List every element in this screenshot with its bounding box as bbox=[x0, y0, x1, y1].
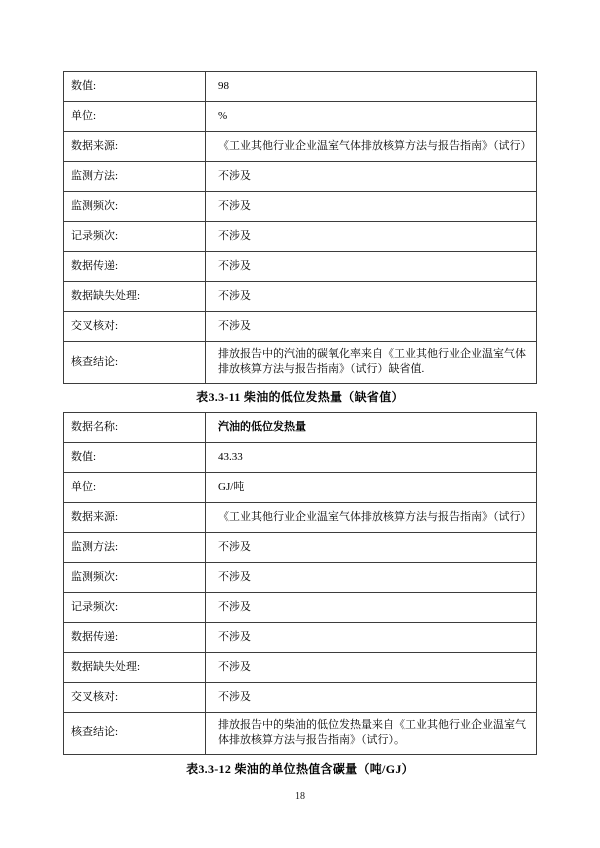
row-value: 不涉及 bbox=[206, 192, 537, 222]
parameter-table-1-body bbox=[64, 72, 537, 384]
row-label: 监测频次: bbox=[64, 562, 206, 592]
table-row bbox=[64, 502, 537, 532]
row-value: 不涉及 bbox=[206, 222, 537, 252]
table-row bbox=[64, 652, 537, 682]
row-label: 数值: bbox=[64, 72, 206, 102]
row-value: 不涉及 bbox=[206, 622, 537, 652]
row-value: 98 bbox=[206, 72, 537, 102]
table-row bbox=[64, 132, 537, 162]
row-value: 不涉及 bbox=[206, 682, 537, 712]
parameter-table-lower-heating-value bbox=[63, 412, 537, 755]
row-value: 排放报告中的柴油的低位发热量来自《工业其他行业企业温室气体排放核算方法与报告指南》（试行）。 bbox=[206, 712, 537, 754]
row-label: 数据传递: bbox=[64, 622, 206, 652]
row-label: 数据来源: bbox=[64, 502, 206, 532]
row-label: 数据名称: bbox=[64, 412, 206, 442]
row-label: 核查结论: bbox=[64, 712, 206, 754]
row-value: 不涉及 bbox=[206, 282, 537, 312]
table-row bbox=[64, 472, 537, 502]
table-row bbox=[64, 312, 537, 342]
row-label: 单位: bbox=[64, 102, 206, 132]
table-row bbox=[64, 592, 537, 622]
table-row bbox=[64, 532, 537, 562]
table-row bbox=[64, 342, 537, 384]
table-row bbox=[64, 72, 537, 102]
table-caption-3-3-11: 表3.3-11 柴油的低位发热量（缺省值） bbox=[196, 389, 404, 404]
row-label: 记录频次: bbox=[64, 222, 206, 252]
table-row bbox=[64, 622, 537, 652]
row-label: 交叉核对: bbox=[64, 312, 206, 342]
row-label: 数据传递: bbox=[64, 252, 206, 282]
row-value: 43.33 bbox=[206, 442, 537, 472]
table-row bbox=[64, 682, 537, 712]
table-caption-3-3-12: 表3.3-12 柴油的单位热值含碳量（吨/GJ） bbox=[186, 761, 414, 776]
table-row bbox=[64, 282, 537, 312]
row-value: 《工业其他行业企业温室气体排放核算方法与报告指南》（试行） bbox=[206, 132, 537, 162]
page-number: 18 bbox=[295, 790, 305, 802]
row-label: 数据缺失处理: bbox=[64, 282, 206, 312]
table-row bbox=[64, 162, 537, 192]
row-label: 监测方法: bbox=[64, 162, 206, 192]
parameter-table-carbon-oxidation-rate bbox=[63, 71, 537, 384]
row-value: 不涉及 bbox=[206, 312, 537, 342]
row-value: 不涉及 bbox=[206, 532, 537, 562]
row-value: 不涉及 bbox=[206, 652, 537, 682]
row-label: 数据来源: bbox=[64, 132, 206, 162]
table-row bbox=[64, 222, 537, 252]
row-label: 数值: bbox=[64, 442, 206, 472]
row-value: 《工业其他行业企业温室气体排放核算方法与报告指南》（试行） bbox=[206, 502, 537, 532]
table-row bbox=[64, 412, 537, 442]
row-value: 不涉及 bbox=[206, 252, 537, 282]
table-row bbox=[64, 562, 537, 592]
row-label: 监测频次: bbox=[64, 192, 206, 222]
row-value: 汽油的低位发热量 bbox=[206, 412, 537, 442]
row-label: 数据缺失处理: bbox=[64, 652, 206, 682]
table-row bbox=[64, 442, 537, 472]
table-row bbox=[64, 252, 537, 282]
table-row bbox=[64, 102, 537, 132]
row-value: 不涉及 bbox=[206, 562, 537, 592]
table-row bbox=[64, 192, 537, 222]
parameter-table-2-body bbox=[64, 412, 537, 754]
row-label: 交叉核对: bbox=[64, 682, 206, 712]
row-label: 监测方法: bbox=[64, 532, 206, 562]
row-value: 不涉及 bbox=[206, 592, 537, 622]
row-value: 排放报告中的汽油的碳氧化率来自《工业其他行业企业温室气体排放核算方法与报告指南》（试行）缺省值. bbox=[206, 342, 537, 384]
row-value: GJ/吨 bbox=[206, 472, 537, 502]
row-label: 核查结论: bbox=[64, 342, 206, 384]
table-row bbox=[64, 712, 537, 754]
row-value: 不涉及 bbox=[206, 162, 537, 192]
row-label: 记录频次: bbox=[64, 592, 206, 622]
row-value: % bbox=[206, 102, 537, 132]
row-label: 单位: bbox=[64, 472, 206, 502]
